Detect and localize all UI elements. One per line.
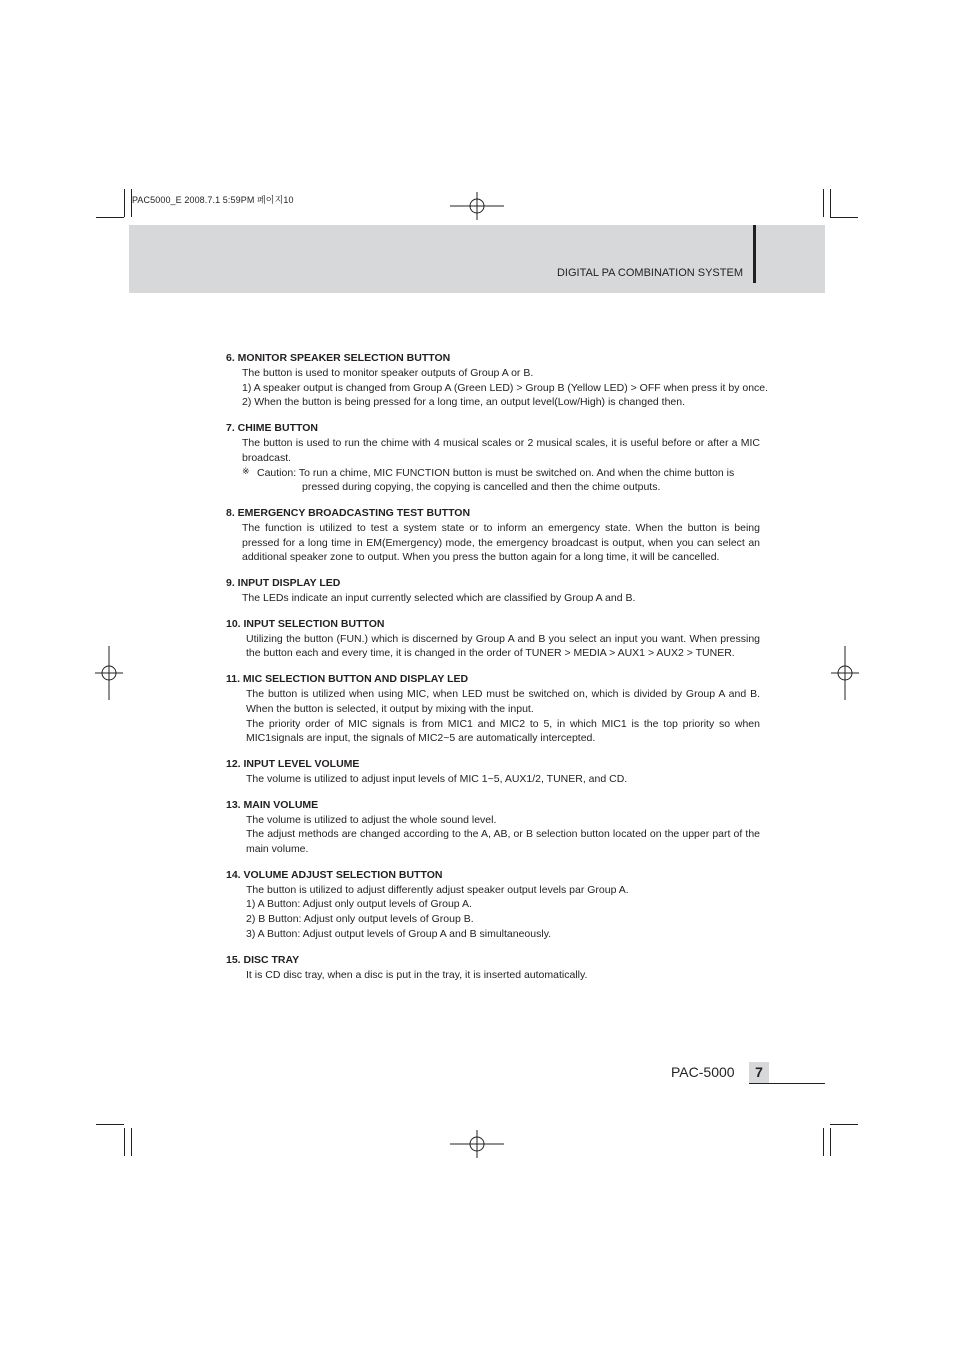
section-text: The adjust methods are changed according to the A, AB, or B selection button located on the upper part of the main volume. [246,828,760,856]
crop-mark [830,1124,858,1125]
section-monitor-speaker [226,351,769,410]
section-text: 2) When the button is being pressed for a long time, an output level(Low/High) is changed then. [242,396,686,409]
crop-mark [823,189,824,217]
section-text: The LEDs indicate an input currently selected which are classified by Group A and B. [242,592,636,605]
caution-note [242,466,760,495]
crop-mark [96,1124,124,1125]
caution-text: Caution: To run a chime, MIC FUNCTION button is must be switched on. And when the chime button is [257,466,735,479]
section-heading: 9. INPUT DISPLAY LED [226,577,341,590]
section-heading: 8. EMERGENCY BROADCASTING TEST BUTTON [226,506,471,519]
crop-mark [131,1128,132,1156]
section-heading: 10. INPUT SELECTION BUTTON [226,617,385,630]
print-slug: PAC5000_E 2008.7.1 5:59PM 페이지10 [132,195,294,205]
section-heading: 13. MAIN VOLUME [226,798,319,811]
section-text: The button is utilized when using MIC, when LED must be switched on, which is divided by Group A and B. When the button is selected, it output by mixing with the input. [246,688,760,715]
header-accent-bar [753,225,756,283]
section-heading: 6. MONITOR SPEAKER SELECTION BUTTON [226,352,451,364]
section-text: The button is used to monitor speaker outputs of Group A or B. [242,367,534,379]
section-input-level-volume [226,757,760,787]
section-heading: 11. MIC SELECTION BUTTON AND DISPLAY LED [226,673,469,686]
section-mic-selection [226,672,760,746]
header-title: DIGITAL PA COMBINATION SYSTEM [556,267,743,279]
section-text: It is CD disc tray, when a disc is put in the tray, it is inserted automatically. [246,968,588,981]
section-disc-tray [226,953,760,983]
crop-mark [124,189,125,217]
crop-mark [830,217,858,218]
section-text: Utilizing the button (FUN.) which is discerned by Group A and B you select an input you want. When pressing the button each and every time, it is changed in the order of TUNER > MEDIA > AUX1 > AUX2 > TUNER. [246,632,760,660]
crop-mark [124,1128,125,1156]
section-heading: 12. INPUT LEVEL VOLUME [226,757,360,770]
reference-mark-icon: ※ [242,465,250,476]
registration-mark-icon [818,646,872,700]
manual-content [226,351,769,993]
section-text: The volume is utilized to adjust the whole sound level. [246,813,497,826]
section-main-volume [226,798,760,857]
registration-mark-icon [450,1117,504,1171]
section-text: The priority order of MIC signals is from MIC1 and MIC2 to 5, in which MIC1 is the top priority so when MIC1signals are input, the signals of MIC2~5 are automatically intercepted. [246,717,760,745]
section-text: 2) B Button: Adjust only output levels of Group B. [246,913,474,926]
section-text: 3) A Button: Adjust output levels of Group A and B simultaneously. [246,927,552,940]
section-input-selection [226,617,760,661]
section-volume-adjust [226,868,760,942]
crop-mark [96,217,124,218]
crop-mark [823,1128,824,1156]
crop-mark [830,1128,831,1156]
section-heading: 14. VOLUME ADJUST SELECTION BUTTON [226,868,443,881]
caution-text: pressed during copying, the copying is cancelled and then the chime outputs. [302,481,661,494]
section-text: 1) A speaker output is changed from Group A (Green LED) > Group B (Yellow LED) > OFF when press it by once. [242,381,769,394]
registration-mark-icon [82,646,136,700]
section-heading: 15. DISC TRAY [226,953,300,966]
section-text: 1) A Button: Adjust only output levels of Group A. [246,898,472,911]
section-emergency-test [226,506,760,565]
section-heading: 7. CHIME BUTTON [226,422,318,435]
page-number: 7 [755,1064,763,1080]
footer-model-name: PAC-5000 [671,1064,735,1080]
header-band [129,225,825,293]
footer-rule [749,1083,825,1084]
section-text: The button is used to run the chime with 4 musical scales or 2 musical scales, it is useful before or after a MIC broadcast. [242,437,760,464]
section-text: The button is utilized to adjust differently adjust speaker output levels par Group A. [246,883,629,896]
section-input-display-led [226,576,760,606]
section-chime [226,421,760,495]
crop-mark [830,189,831,217]
section-text: The volume is utilized to adjust input levels of MIC 1~5, AUX1/2, TUNER, and CD. [246,772,628,785]
section-text: The function is utilized to test a system state or to inform an emergency state. When the button is being pressed for a long time in EM(Emergency) mode, the emergency broadcast is output, when you can select an additional speaker zone to output. When you press the button again for a long time, it will be cancelled. [242,521,760,564]
